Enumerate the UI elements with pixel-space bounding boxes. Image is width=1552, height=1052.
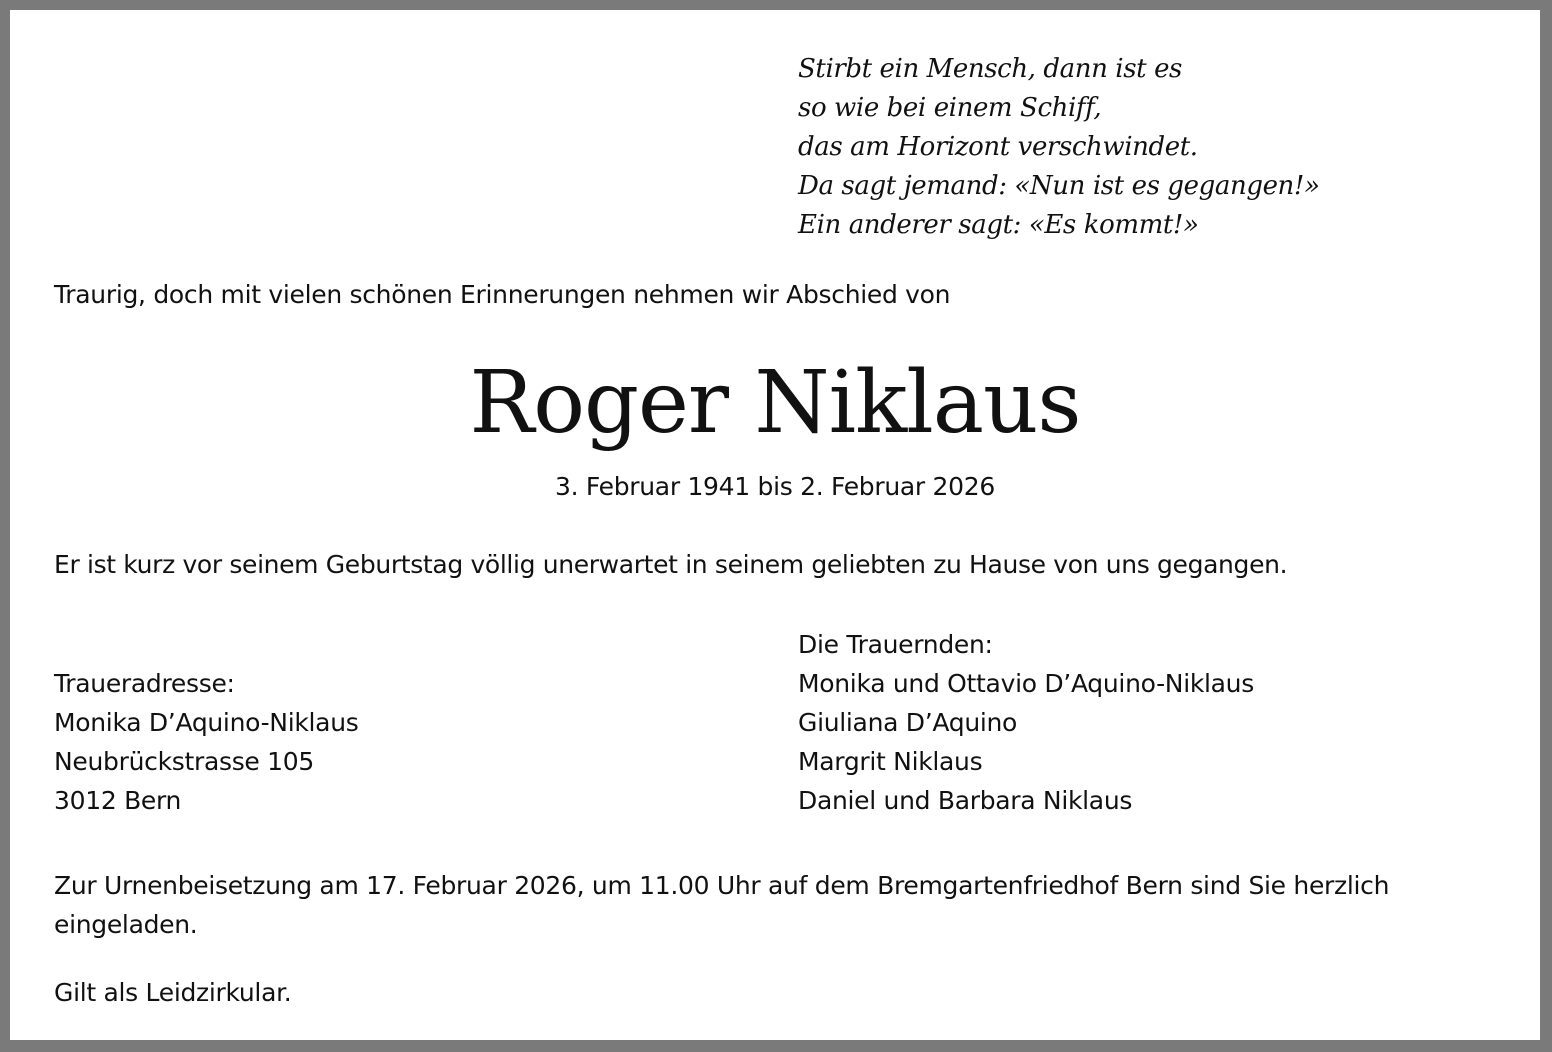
life-dates: 3. Februar 1941 bis 2. Februar 2026 <box>555 472 995 501</box>
address-city: 3012 Bern <box>54 786 182 815</box>
address-heading: Traueradresse: <box>54 669 235 698</box>
poem-line: das am Horizont verschwindet. <box>798 132 1198 162</box>
mourners-list <box>798 625 1254 820</box>
mourners-heading: Die Trauernden: <box>798 630 993 659</box>
intro-text: Traurig, doch mit vielen schönen Erinnerungen nehmen wir Abschied von <box>54 280 951 309</box>
address-street: Neubrückstrasse 105 <box>54 747 314 776</box>
poem-line: Ein anderer sagt: «Es kommt!» <box>798 210 1199 240</box>
poem-line: so wie bei einem Schiff, <box>798 93 1102 123</box>
circular-note: Gilt als Leidzirkular. <box>54 978 292 1007</box>
poem-line: Da sagt jemand: «Nun ist es gegangen!» <box>798 171 1320 201</box>
mourner-name: Margrit Niklaus <box>798 747 983 776</box>
mourner-name: Daniel und Barbara Niklaus <box>798 786 1133 815</box>
poem <box>798 50 1319 245</box>
mourning-address <box>54 664 358 820</box>
statement-text: Er ist kurz vor seinem Geburtstag völlig unerwartet in seinem geliebten zu Hause von uns gegangen. <box>54 550 1288 579</box>
deceased-name: Roger Niklaus <box>469 353 1081 453</box>
mourner-name: Monika und Ottavio D’Aquino-Niklaus <box>798 669 1254 698</box>
poem-line: Stirbt ein Mensch, dann ist es <box>798 54 1183 84</box>
address-name: Monika D’Aquino-Niklaus <box>54 708 359 737</box>
obituary-card <box>10 10 1540 1040</box>
funeral-notice: Zur Urnenbeisetzung am 17. Februar 2026, um 11.00 Uhr auf dem Bremgartenfriedhof Bern sind Sie herzlich eingeladen. <box>54 871 1390 939</box>
mourner-name: Giuliana D’Aquino <box>798 708 1018 737</box>
